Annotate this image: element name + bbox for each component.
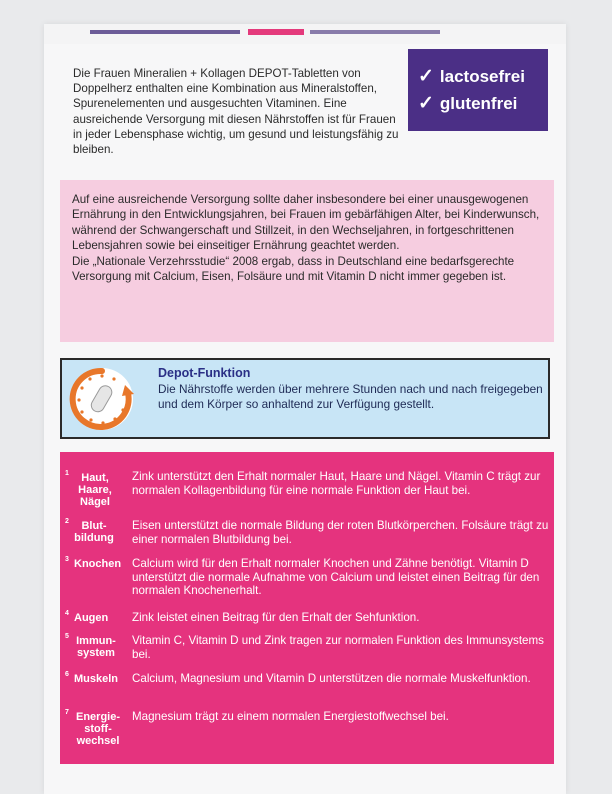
badge-row-lactosefrei <box>418 63 548 90</box>
depot-description: Die Nährstoffe werden über mehrere Stunden nach und nach freigegeben und dem Körper so anhaltend zur Verfügung gestellt. <box>158 382 543 411</box>
benefit-number: 7 <box>65 709 69 716</box>
benefit-text: Calcium, Magnesium und Vitamin D unterstützen die normale Muskelfunktion. <box>132 672 531 685</box>
benefit-label: Energie-stoff-wechsel <box>75 711 120 747</box>
benefit-text: Magnesium trägt zu einem normalen Energiestoffwechsel bei. <box>132 710 449 723</box>
top-print-fragment <box>90 30 240 34</box>
benefit-label: Augen <box>74 612 109 624</box>
lactose-gluten-badge <box>408 49 548 131</box>
benefit-label: Immun-system <box>76 635 116 659</box>
badge-label: glutenfrei <box>439 94 518 113</box>
benefit-number: 1 <box>65 470 69 477</box>
benefit-text: Zink leistet einen Beitrag für den Erhalt der Sehfunktion. <box>132 611 420 624</box>
benefit-number: 5 <box>65 633 69 640</box>
top-print-fragment-pink <box>248 29 304 35</box>
benefit-number: 4 <box>65 610 69 617</box>
badge-row-glutenfrei <box>418 90 548 117</box>
benefit-text: Vitamin C, Vitamin D und Zink tragen zur normalen Funktion des Immunsystems bei. <box>132 634 544 661</box>
check-icon: ✓ <box>418 93 434 114</box>
depot-title: Depot-Funktion <box>158 366 251 380</box>
benefit-number: 3 <box>65 556 69 563</box>
check-icon: ✓ <box>418 66 434 87</box>
benefit-label: Blut-bildung <box>74 520 114 544</box>
benefit-label: Muskeln <box>74 673 119 685</box>
package-top-edge <box>44 24 566 44</box>
health-benefits-box <box>60 452 554 764</box>
benefit-label: Knochen <box>74 558 122 570</box>
depot-function-box <box>60 358 550 439</box>
top-print-fragment <box>310 30 440 34</box>
benefit-text: Calcium wird für den Erhalt normaler Knochen und Zähne benötigt. Vitamin D unterstützt die normale Aufnahme von Calcium und leistet einen Beitrag für den normalen Knochenerhalt. <box>132 557 540 598</box>
nutrition-info-box <box>60 180 554 342</box>
depot-clock-tablet-icon <box>66 363 138 435</box>
benefit-number: 6 <box>65 671 69 678</box>
info-paragraph: Auf eine ausreichende Versorgung sollte daher insbesondere bei einer unausgewogenen Ernährung in den Entwicklungsjahren, bei Frauen im gebärfähigen Alter, bei Kinderwunsch, während der Schwangerschaft und Stillzeit, in den Wechseljahren, in fortgeschrittenen Lebensjahren sowie bei einseitiger Ernährung geachtet werden. <box>72 193 540 253</box>
benefit-text: Zink unterstützt den Erhalt normaler Haut, Haare und Nägel. Vitamin C trägt zur normalen Kollagenbildung für eine normale Funktion der Haut bei. <box>132 470 541 497</box>
intro-text: Die Frauen Mineralien + Kollagen DEPOT-Tabletten von Doppelherz enthalten eine Kombination aus Mineralstoffen, Spurenelementen und ausgesuchten Vitaminen. Eine ausreichende Versorgung mit diesen Nährstoffen ist für Frauen in jeder Lebensphase wichtig, um gesund und leistungsfähig zu bleiben. <box>73 67 399 157</box>
benefit-label: Haut, Haare, Nägel <box>78 472 112 508</box>
badge-label: lactosefrei <box>439 67 525 86</box>
benefit-text: Eisen unterstützt die normale Bildung der roten Blutkörperchen. Folsäure trägt zu einer normalen Blutbildung bei. <box>132 519 549 546</box>
benefit-number: 2 <box>65 518 69 525</box>
info-paragraph: Die „Nationale Verzehrsstudie“ 2008 ergab, dass in Deutschland eine bedarfsgerechte Versorgung mit Calcium, Eisen, Folsäure und mit Vitamin D nicht immer gegeben ist. <box>72 254 515 284</box>
